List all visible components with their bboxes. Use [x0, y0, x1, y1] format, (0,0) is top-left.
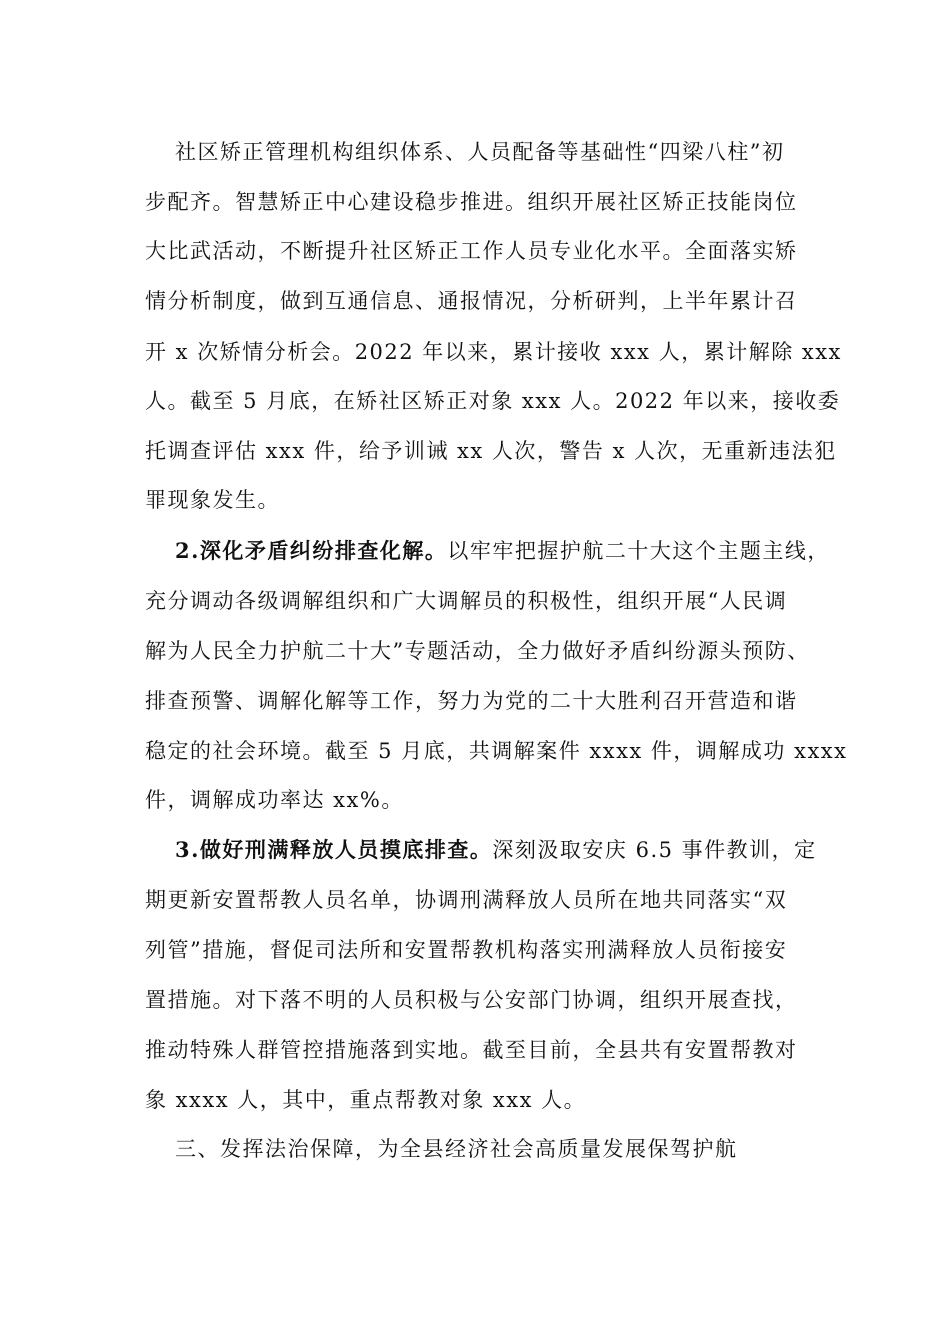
paragraph-line: 象 xxxx 人，其中，重点帮教对象 xxx 人。: [145, 1088, 587, 1112]
paragraph-line: 置措施。对下落不明的人员积极与公安部门协调，组织开展查找，: [145, 988, 798, 1012]
paragraph-line: 情分析制度，做到互通信息、通报情况，分析研判，上半年累计召: [145, 289, 798, 313]
paragraph-line: 排查预警、调解化解等工作，努力为党的二十大胜利召开营造和谐: [145, 689, 798, 713]
paragraph-line: 社区矫正管理机构组织体系、人员配备等基础性“四梁八柱”初: [175, 140, 785, 164]
paragraph-line: 推动特殊人群管控措施落到实地。截至目前，全县共有安置帮教对: [145, 1038, 798, 1062]
paragraph-text: 深刻汲取安庆 6.5 事件教训，定: [492, 838, 817, 862]
paragraph-line: 解为人民全力护航二十大”专题活动，全力做好矛盾纠纷源头预防、: [145, 639, 810, 663]
paragraph-heading: 3.做好刑满释放人员摸底排查。: [175, 837, 493, 862]
paragraph-line: 期更新安置帮教人员名单，协调刑满释放人员所在地共同落实“双: [145, 888, 788, 912]
paragraph-line: 开 x 次矫情分析会。2022 年以来，累计接收 xxx 人，累计解除 xxx: [145, 340, 842, 364]
paragraph-line: 件，调解成功率达 xx%。: [145, 788, 404, 812]
paragraph-line: 步配齐。智慧矫正中心建设稳步推进。组织开展社区矫正技能岗位: [145, 190, 798, 214]
paragraph-line: 稳定的社会环境。截至 5 月底，共调解案件 xxxx 件，调解成功 xxxx: [145, 739, 848, 763]
paragraph-line: 列管”措施，督促司法所和安置帮教机构落实刑满释放人员衔接安: [145, 938, 788, 962]
paragraph-line: 罪现象发生。: [145, 488, 280, 512]
paragraph-heading: 2.深化矛盾纠纷排查化解。: [175, 538, 448, 563]
paragraph-line: 人。截至 5 月底，在矫社区矫正对象 xxx 人。2022 年以来，接收委: [145, 389, 841, 413]
section-heading: 三、发挥法治保障，为全县经济社会高质量发展保驾护航: [175, 1137, 738, 1161]
paragraph-first-line: [175, 536, 830, 566]
paragraph-first-line: [175, 835, 817, 865]
paragraph-line: 托调查评估 xxx 件，给予训诫 xx 人次，警告 x 人次，无重新违法犯: [145, 439, 837, 463]
paragraph-line: 充分调动各级调解组织和广大调解员的积极性，组织开展“人民调: [145, 589, 788, 613]
paragraph-line: 大比武活动，不断提升社区矫正工作人员专业化水平。全面落实矫: [145, 239, 798, 263]
paragraph-text: 以牢牢把握护航二十大这个主题主线，: [447, 539, 830, 563]
